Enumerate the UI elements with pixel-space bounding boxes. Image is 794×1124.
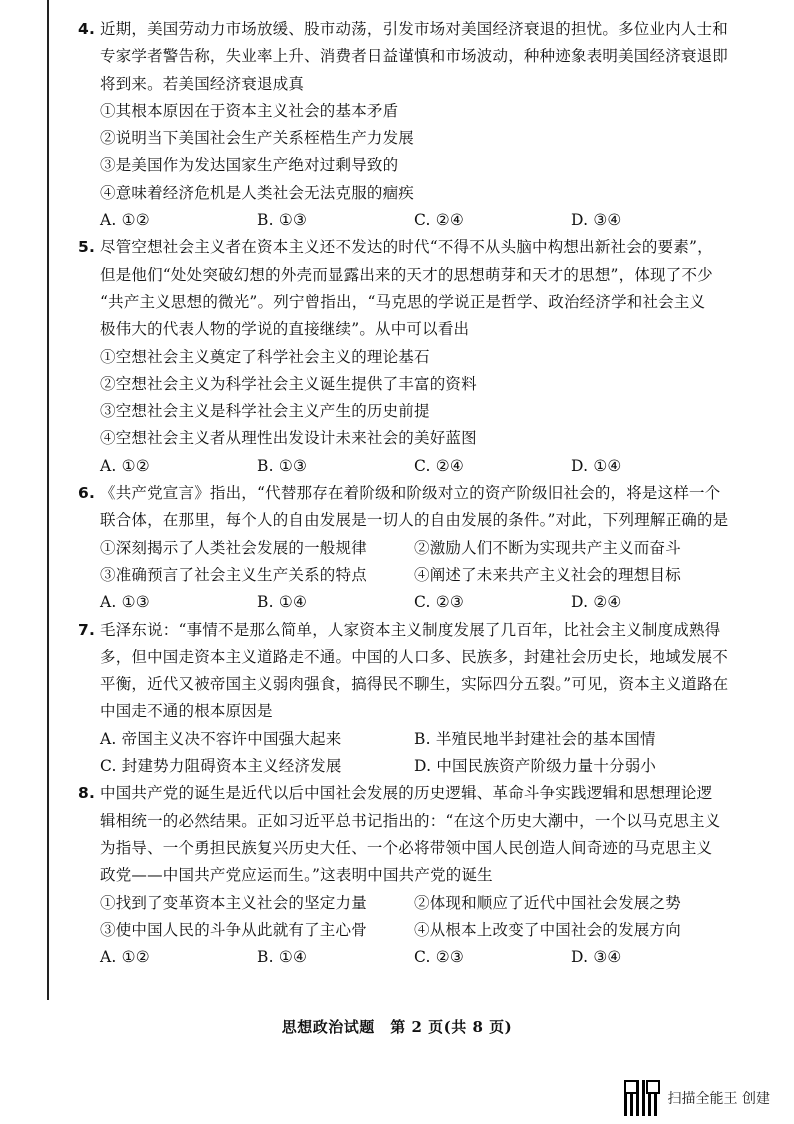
statement: ③准确预言了社会主义生产关系的特点 bbox=[100, 565, 367, 584]
statement-row bbox=[78, 917, 728, 944]
question-stem-line: 平衡，近代又被帝国主义弱肉强食，搞得民不聊生，实际四分五裂。”可见，资本主义道路在 bbox=[100, 675, 729, 694]
question-number: 8. bbox=[78, 784, 96, 803]
exam-page bbox=[78, 16, 728, 971]
scanner-watermark bbox=[624, 1080, 770, 1116]
question-number: 6. bbox=[78, 484, 96, 503]
question-stem-line: 中国共产党的诞生是近代以后中国社会发展的历史逻辑、革命斗争实践逻辑和思想理论逻 bbox=[100, 784, 713, 803]
statement: ④从根本上改变了中国社会的发展方向 bbox=[414, 920, 681, 939]
option-a: A. ①② bbox=[100, 211, 150, 230]
question-stem-line: 毛泽东说：“事情不是那么简单，人家资本主义制度发展了几百年，比社会主义制度成熟得 bbox=[100, 620, 721, 639]
statement: ②说明当下美国社会生产关系桎梏生产力发展 bbox=[100, 129, 415, 148]
statement: ②体现和顺应了近代中国社会发展之势 bbox=[414, 893, 681, 912]
option-c: C. ②③ bbox=[414, 593, 464, 612]
question-stem-line: 尽管空想社会主义者在资本主义还不发达的时代“不得不从头脑中构想出新社会的要素”， bbox=[100, 238, 713, 257]
option-b: B. ①③ bbox=[257, 211, 308, 230]
question-stem-line: 但是他们“处处突破幻想的外壳而显露出来的天才的思想萌芽和天才的思想”，体现了不少 bbox=[100, 265, 713, 284]
question-4 bbox=[78, 16, 728, 234]
question-5 bbox=[78, 234, 728, 480]
question-number: 5. bbox=[78, 238, 96, 257]
question-stem-line: 近期，美国劳动力市场放缓、股市动荡，引发市场对美国经济衰退的担忧。多位业内人士和 bbox=[99, 20, 728, 38]
option-d: D. 中国民族资产阶级力量十分弱小 bbox=[414, 757, 657, 776]
scanner-label: 扫描全能王 创建 bbox=[667, 1091, 770, 1107]
question-number: 4. bbox=[78, 20, 96, 38]
question-stem-line: “共产主义思想的微光”。列宁曾指出，“马克思的学说正是哲学、政治经济学和社会主义 bbox=[100, 292, 706, 311]
question-number: 7. bbox=[78, 620, 96, 639]
answer-options bbox=[78, 589, 728, 616]
option-a: A. ①② bbox=[100, 456, 150, 475]
page-footer: 思想政治试题 第 2 页(共 8 页) bbox=[281, 1018, 513, 1036]
option-b: B. 半殖民地半封建社会的基本国情 bbox=[414, 729, 656, 748]
statement: ②空想社会主义为科学社会主义诞生提供了丰富的资料 bbox=[100, 374, 477, 393]
question-stem-line: 为指导、一个勇担民族复兴历史大任、一个必将带领中国人民创造人间奇迹的马克思主义 bbox=[100, 838, 713, 857]
question-stem-line: 政党——中国共产党应运而生。”这表明中国共产党的诞生 bbox=[100, 866, 493, 885]
statement: ④意味着经济危机是人类社会无法克服的痼疾 bbox=[100, 183, 415, 202]
question-stem-line: 《共产党宣言》指出，“代替那存在着阶级和阶级对立的资产阶级旧社会的，将是这样一个 bbox=[100, 484, 721, 503]
question-stem-line: 将到来。若美国经济衰退成真 bbox=[100, 74, 305, 93]
statement: ③使中国人民的斗争从此就有了主心骨 bbox=[100, 920, 367, 939]
question-stem-line: 极伟大的代表人物的学说的直接继续”。从中可以看出 bbox=[100, 320, 470, 339]
question-stem-line: 中国走不通的根本原因是 bbox=[100, 702, 273, 721]
option-a: A. 帝国主义决不容许中国强大起来 bbox=[100, 729, 342, 748]
statement: ①找到了变革资本主义社会的坚定力量 bbox=[100, 893, 367, 912]
statement: ③是美国作为发达国家生产绝对过剩导致的 bbox=[100, 156, 399, 175]
statement: ①其根本原因在于资本主义社会的基本矛盾 bbox=[100, 101, 399, 120]
answer-options bbox=[78, 207, 728, 234]
option-a: A. ①③ bbox=[100, 593, 150, 612]
option-c: C. 封建势力阻碍资本主义经济发展 bbox=[100, 757, 342, 776]
option-d: D. ②④ bbox=[571, 593, 622, 612]
question-stem-line: 辑相统一的必然结果。正如习近平总书记指出的：“在这个历史大潮中，一个以马克思主义 bbox=[100, 811, 721, 830]
left-margin-rule bbox=[47, 0, 49, 1000]
option-c: C. ②③ bbox=[414, 948, 464, 967]
statement-row bbox=[78, 535, 728, 562]
question-6 bbox=[78, 480, 728, 616]
option-b: B. ①③ bbox=[257, 456, 308, 475]
question-8 bbox=[78, 780, 728, 971]
question-stem-line: 专家学者警告称，失业率上升、消费者日益谨慎和市场波动，种种迹象表明美国经济衰退即 bbox=[100, 47, 729, 66]
statement: ④空想社会主义者从理性出发设计未来社会的美好蓝图 bbox=[100, 429, 477, 448]
statement: ④阐述了未来共产主义社会的理想目标 bbox=[414, 565, 681, 584]
statement: ①深刻揭示了人类社会发展的一般规律 bbox=[100, 538, 367, 557]
question-stem-line: 联合体，在那里，每个人的自由发展是一切人的自由发展的条件。”对此，下列理解正确的是 bbox=[100, 511, 729, 530]
option-a: A. ①② bbox=[100, 948, 150, 967]
option-d: D. ③④ bbox=[571, 211, 622, 230]
answer-options bbox=[78, 453, 728, 480]
statement-row bbox=[78, 890, 728, 917]
statement-row bbox=[78, 562, 728, 589]
answer-options bbox=[78, 944, 728, 971]
question-7 bbox=[78, 617, 728, 781]
statement: ②激励人们不断为实现共产主义而奋斗 bbox=[414, 538, 681, 557]
question-stem-line: 多，但中国走资本主义道路走不通。中国的人口多、民族多，封建社会历史长，地域发展不 bbox=[100, 647, 729, 666]
answer-options bbox=[78, 726, 728, 753]
statement: ③空想社会主义是科学社会主义产生的历史前提 bbox=[100, 402, 430, 421]
option-d: D. ①④ bbox=[571, 456, 622, 475]
option-d: D. ③④ bbox=[571, 948, 622, 967]
qr-code-icon bbox=[624, 1080, 660, 1116]
statement: ①空想社会主义奠定了科学社会主义的理论基石 bbox=[100, 347, 430, 366]
answer-options bbox=[78, 753, 728, 780]
option-b: B. ①④ bbox=[257, 948, 308, 967]
option-b: B. ①④ bbox=[257, 593, 308, 612]
option-c: C. ②④ bbox=[414, 456, 464, 475]
option-c: C. ②④ bbox=[414, 211, 464, 230]
